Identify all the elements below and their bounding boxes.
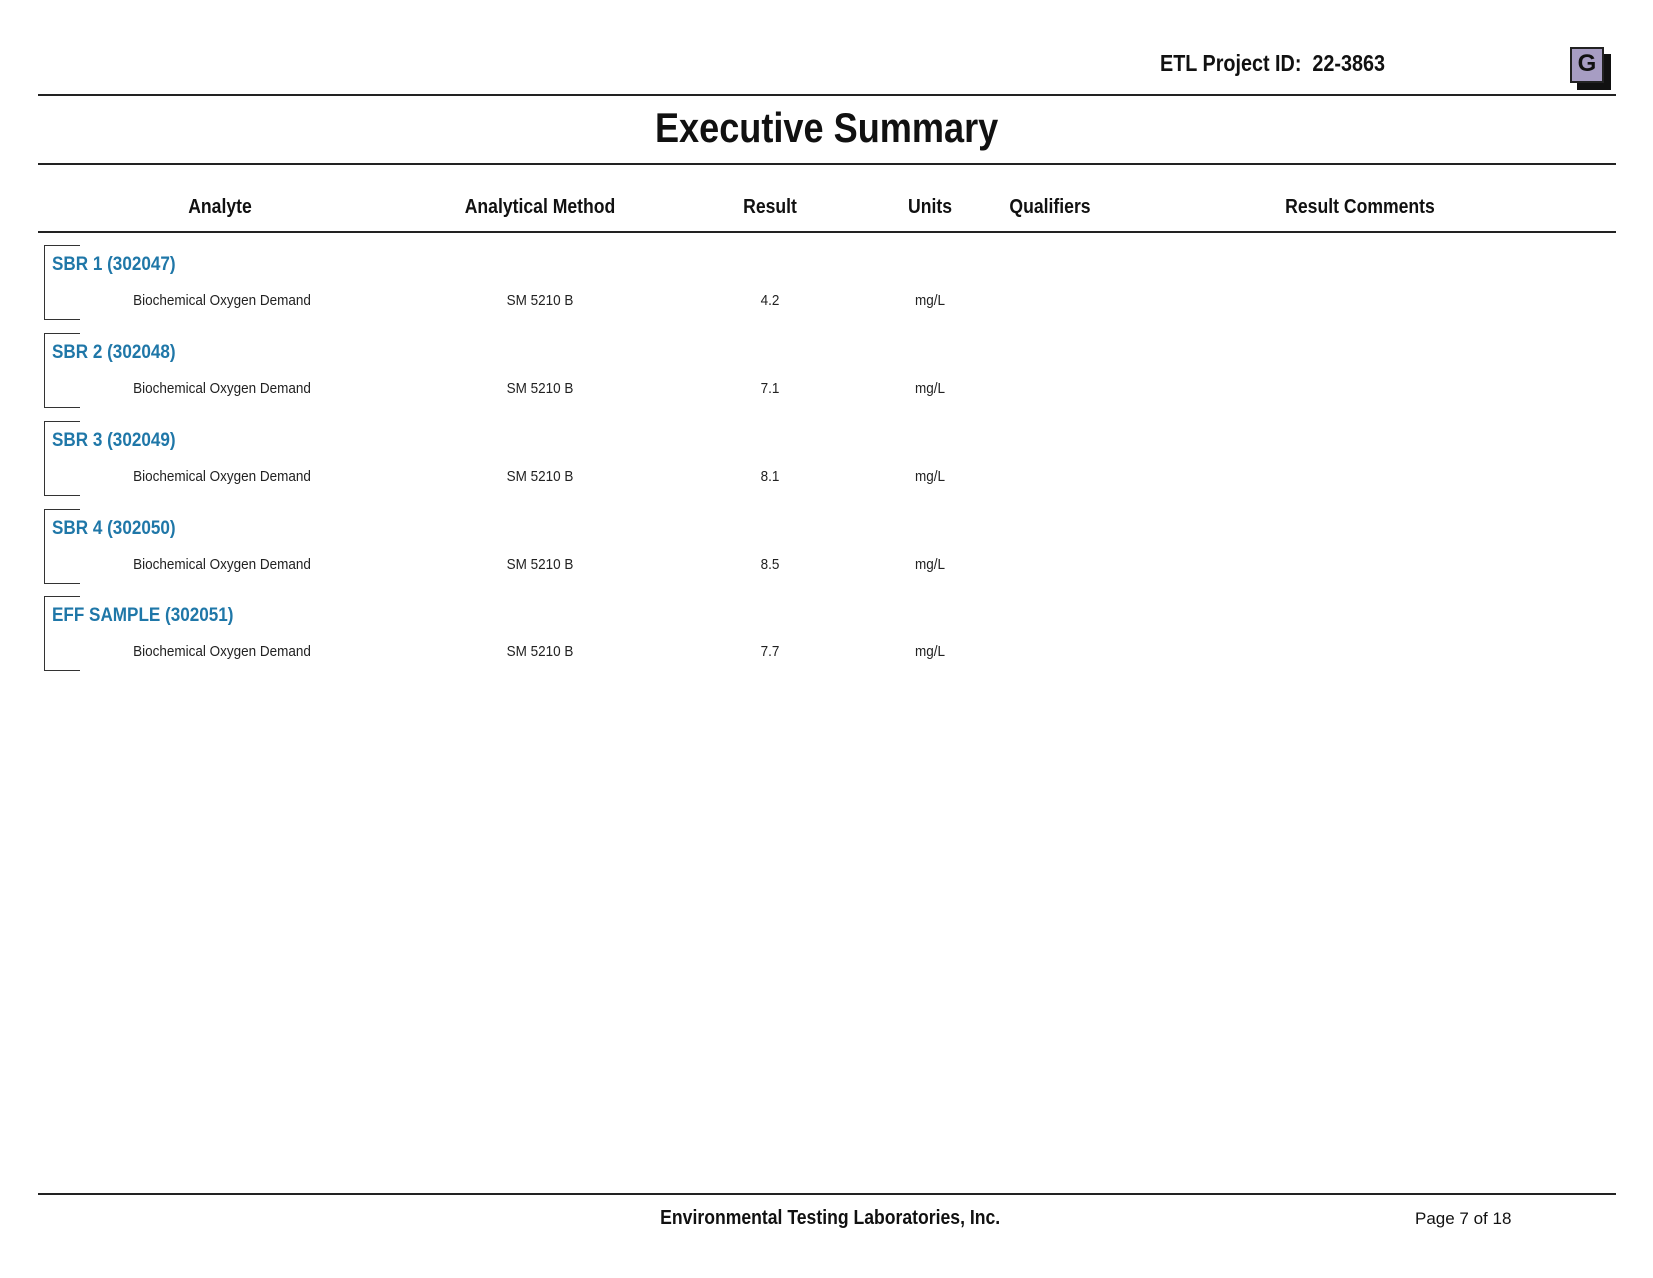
result-cell: 8.1 <box>760 468 780 485</box>
table-header-rule <box>38 231 1616 233</box>
analyte-cell: Biochemical Oxygen Demand <box>133 380 311 397</box>
units-cell: mg/L <box>914 292 946 309</box>
method-cell: SM 5210 B <box>506 468 574 485</box>
project-id: ETL Project ID: 22-3863 <box>1160 50 1385 76</box>
units-cell: mg/L <box>914 643 946 660</box>
page-number: Page 7 of 18 <box>1415 1209 1512 1228</box>
analyte-cell: Biochemical Oxygen Demand <box>133 643 311 660</box>
units-cell: mg/L <box>914 380 946 397</box>
column-header-qualifiers: Qualifiers <box>1009 196 1091 218</box>
sample-name: SBR 2 (302048) <box>52 342 176 363</box>
result-cell: 4.2 <box>760 292 780 309</box>
result-cell: 8.5 <box>760 556 780 573</box>
analyte-cell: Biochemical Oxygen Demand <box>133 468 311 485</box>
units-cell: mg/L <box>914 556 946 573</box>
title-rule <box>38 163 1616 165</box>
column-header-analyte: Analyte <box>188 196 252 218</box>
g-badge-icon: G <box>1570 47 1604 83</box>
method-cell: SM 5210 B <box>506 380 574 397</box>
column-header-result: Result <box>743 196 797 218</box>
units-cell: mg/L <box>914 468 946 485</box>
column-header-units: Units <box>908 196 952 218</box>
sample-name: SBR 4 (302050) <box>52 518 176 539</box>
sample-name: SBR 1 (302047) <box>52 254 176 275</box>
footer-rule <box>38 1193 1616 1195</box>
result-cell: 7.1 <box>760 380 780 397</box>
header-rule <box>38 94 1616 96</box>
column-header-comments: Result Comments <box>1285 196 1435 218</box>
column-header-method: Analytical Method <box>464 196 616 218</box>
analyte-cell: Biochemical Oxygen Demand <box>133 292 311 309</box>
result-cell: 7.7 <box>760 643 780 660</box>
method-cell: SM 5210 B <box>506 292 574 309</box>
analyte-cell: Biochemical Oxygen Demand <box>133 556 311 573</box>
sample-name: EFF SAMPLE (302051) <box>52 605 234 626</box>
sample-name: SBR 3 (302049) <box>52 430 176 451</box>
method-cell: SM 5210 B <box>506 643 574 660</box>
method-cell: SM 5210 B <box>506 556 574 573</box>
footer-company: Environmental Testing Laboratories, Inc. <box>660 1207 1001 1229</box>
page-title: Executive Summary <box>654 104 999 151</box>
